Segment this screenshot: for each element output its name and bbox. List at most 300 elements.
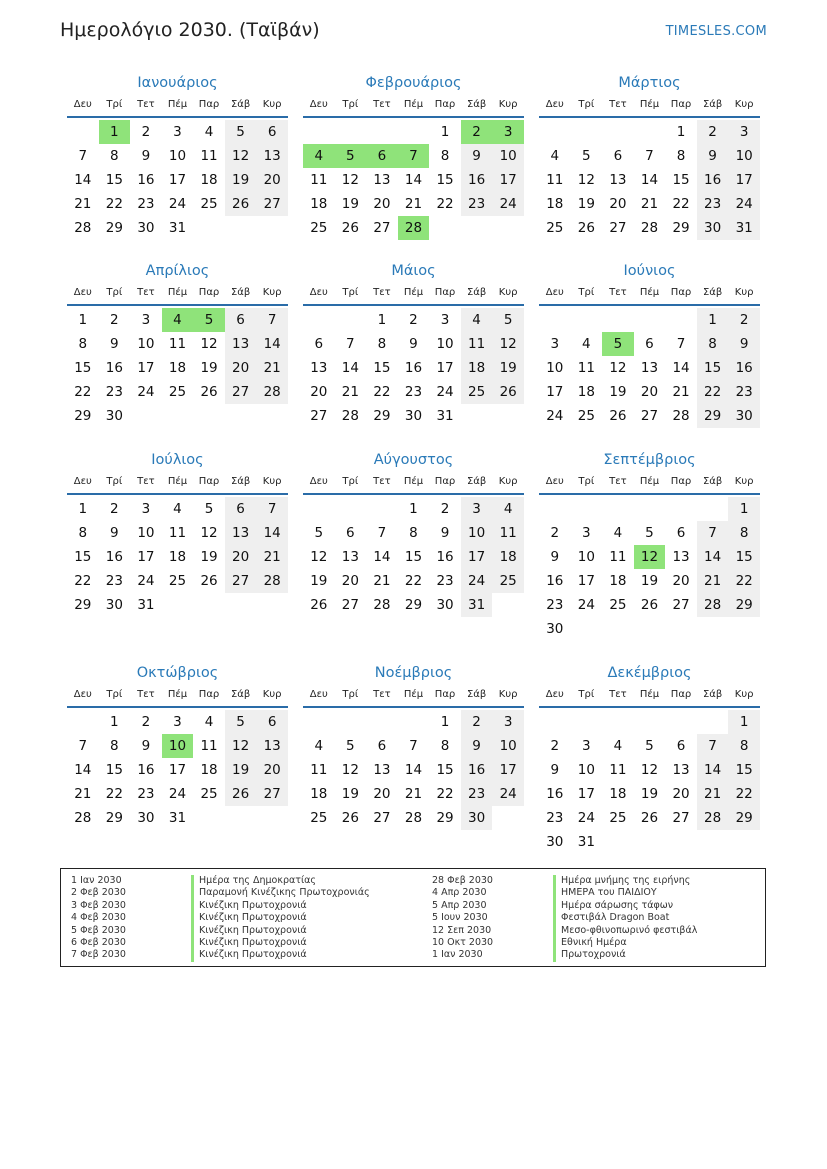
day-cell: 20 [373, 196, 391, 212]
holiday-legend [60, 868, 766, 967]
empty-day-cell [303, 308, 335, 332]
empty-day-cell [429, 216, 461, 240]
day-cell: 28 [672, 408, 690, 424]
day-cell: 8 [110, 738, 119, 754]
day-cell: 23 [546, 597, 564, 613]
legend-holiday-name: Φεστιβάλ Dragon Boat [553, 912, 697, 924]
day-cell: 20 [225, 545, 257, 569]
weekday-header [303, 282, 524, 306]
day-cell: 28 [256, 569, 288, 593]
day-cell: 29 [105, 810, 123, 826]
day-cell: 8 [377, 336, 387, 352]
week-row [67, 332, 288, 356]
day-cell: 30 [728, 404, 760, 428]
day-cell: 2 [141, 714, 151, 730]
day-cell: 12 [492, 332, 524, 356]
month-days [303, 120, 524, 240]
empty-day-cell [225, 216, 257, 240]
weekday-label: Κυρ [498, 689, 518, 700]
day-cell: 30 [404, 408, 423, 424]
day-cell: 19 [577, 196, 595, 212]
week-row [67, 404, 288, 428]
day-cell: 29 [728, 806, 760, 830]
weekday-label: Πέμ [639, 476, 660, 487]
day-cell: 22 [404, 573, 423, 589]
day-cell: 17 [728, 168, 760, 192]
day-cell: 1 [78, 312, 88, 328]
day-cell: 5 [645, 738, 654, 754]
day-cell: 27 [672, 597, 690, 613]
day-cell: 8 [110, 148, 119, 164]
day-cell: 9 [440, 525, 450, 541]
empty-day-cell [634, 120, 666, 144]
weekday-label: Δευ [545, 476, 564, 487]
day-cell: 17 [546, 384, 564, 400]
day-cell: 12 [200, 336, 218, 352]
weekday-label: Παρ [434, 287, 456, 298]
day-cell: 12 [225, 734, 257, 758]
day-cell: 14 [373, 549, 391, 565]
day-cell: 14 [672, 360, 690, 376]
week-row [539, 192, 760, 216]
day-cell: 4 [461, 308, 493, 332]
day-cell: 15 [74, 549, 92, 565]
day-cell: 9 [461, 144, 493, 168]
day-cell: 1 [728, 710, 760, 734]
day-cell: 16 [728, 356, 760, 380]
weekday-label: Σάβ [702, 689, 723, 700]
day-cell: 23 [461, 782, 493, 806]
day-cell: 11 [310, 172, 328, 188]
day-cell: 3 [173, 714, 182, 730]
empty-day-cell [193, 806, 225, 830]
day-cell: 30 [436, 597, 454, 613]
month-name: Αύγουστος [373, 452, 454, 468]
day-cell: 30 [137, 810, 155, 826]
empty-day-cell [67, 120, 99, 144]
weekday-label: Σάβ [702, 476, 723, 487]
day-cell: 2 [461, 710, 493, 734]
week-row [67, 144, 288, 168]
week-row [67, 593, 288, 617]
weekday-label: Τετ [609, 689, 627, 700]
day-cell: 31 [728, 216, 760, 240]
day-cell: 7 [398, 144, 430, 168]
empty-day-cell [602, 617, 634, 641]
day-cell: 8 [728, 521, 760, 545]
weekday-header [67, 471, 288, 495]
empty-day-cell [256, 216, 288, 240]
weekday-label: Κυρ [734, 99, 754, 110]
day-cell: 20 [672, 573, 690, 589]
day-cell: 2 [697, 120, 729, 144]
day-cell: 5 [335, 144, 367, 168]
day-cell: 11 [168, 336, 187, 352]
day-cell: 12 [640, 762, 659, 778]
weekday-label: Παρ [434, 99, 456, 110]
day-cell: 31 [168, 220, 187, 236]
day-cell: 12 [225, 144, 257, 168]
weekday-label: Τετ [137, 689, 155, 700]
day-cell: 25 [546, 220, 564, 236]
empty-day-cell [335, 710, 367, 734]
week-row [303, 545, 524, 569]
day-cell: 6 [645, 336, 654, 352]
day-cell: 14 [74, 172, 92, 188]
day-cell: 22 [74, 573, 92, 589]
day-cell: 23 [436, 573, 454, 589]
day-cell: 11 [310, 762, 328, 778]
day-cell: 10 [577, 549, 595, 565]
day-cell: 28 [640, 220, 659, 236]
month-calendar [67, 260, 288, 428]
day-cell: 25 [200, 196, 218, 212]
empty-day-cell [697, 617, 729, 641]
day-cell: 28 [256, 380, 288, 404]
day-cell: 12 [577, 172, 595, 188]
day-cell: 1 [99, 120, 131, 144]
day-cell: 6 [676, 525, 686, 541]
legend-holiday-name: Εθνική Ημέρα [553, 937, 697, 949]
day-cell: 1 [676, 124, 686, 140]
day-cell: 17 [436, 360, 454, 376]
month-name: Φεβρουάριος [365, 75, 462, 91]
week-row [67, 356, 288, 380]
month-days [67, 710, 288, 830]
weekday-label: Δευ [309, 476, 328, 487]
week-row [539, 569, 760, 593]
empty-day-cell [665, 830, 697, 854]
day-cell: 27 [373, 810, 391, 826]
month-days [67, 497, 288, 617]
day-cell: 27 [310, 408, 328, 424]
month-name: Νοέμβριος [374, 665, 453, 681]
day-cell: 15 [728, 545, 760, 569]
day-cell: 12 [341, 172, 359, 188]
day-cell: 23 [404, 384, 423, 400]
day-cell: 30 [461, 806, 493, 830]
day-cell: 16 [105, 360, 123, 376]
week-row [539, 545, 760, 569]
weekday-label: Τρί [342, 689, 359, 700]
day-cell: 23 [137, 786, 155, 802]
weekday-label: Κυρ [498, 476, 518, 487]
day-cell: 13 [373, 172, 391, 188]
month-name: Μάρτιος [618, 75, 681, 91]
weekday-label: Πέμ [167, 99, 188, 110]
day-cell: 29 [672, 220, 690, 236]
day-cell: 2 [728, 308, 760, 332]
day-cell: 1 [728, 497, 760, 521]
day-cell: 7 [346, 336, 355, 352]
day-cell: 4 [314, 738, 324, 754]
day-cell: 5 [225, 710, 257, 734]
weekday-label: Σάβ [702, 287, 723, 298]
weekday-label: Τετ [609, 287, 627, 298]
day-cell: 29 [373, 408, 391, 424]
day-cell: 31 [436, 408, 454, 424]
day-cell: 21 [74, 196, 92, 212]
week-row [303, 144, 524, 168]
day-cell: 21 [404, 786, 423, 802]
weekday-label: Δευ [73, 99, 92, 110]
legend-holiday-name: ΗΜΕΡΑ του ΠΑΙΔΙΟΥ [553, 887, 697, 899]
day-cell: 8 [440, 148, 450, 164]
week-row [303, 758, 524, 782]
day-cell: 8 [697, 332, 729, 356]
day-cell: 21 [697, 569, 729, 593]
day-cell: 24 [492, 192, 524, 216]
empty-day-cell [602, 710, 634, 734]
month-days [539, 120, 760, 240]
legend-date: 4 Φεβ 2030 [71, 912, 126, 924]
month-calendar [539, 662, 760, 854]
empty-day-cell [303, 120, 335, 144]
legend-date: 28 Φεβ 2030 [432, 875, 493, 886]
week-row [539, 617, 760, 641]
day-cell: 15 [697, 356, 729, 380]
day-cell: 3 [173, 124, 182, 140]
legend-holiday-name: Ημέρα σάρωσης τάφων [553, 900, 697, 912]
day-cell: 13 [609, 172, 627, 188]
day-cell: 19 [341, 786, 359, 802]
day-cell: 6 [225, 308, 257, 332]
month-days [539, 497, 760, 641]
day-cell: 21 [640, 196, 659, 212]
day-cell: 21 [404, 196, 423, 212]
weekday-label: Τρί [106, 287, 123, 298]
week-row [67, 120, 288, 144]
day-cell: 25 [577, 408, 595, 424]
day-cell: 12 [634, 545, 666, 569]
week-row [303, 308, 524, 332]
week-row [539, 168, 760, 192]
day-cell: 17 [137, 549, 155, 565]
day-cell: 29 [105, 220, 123, 236]
empty-day-cell [335, 497, 367, 521]
week-row [67, 569, 288, 593]
weekday-label: Τετ [137, 476, 155, 487]
day-cell: 11 [609, 549, 627, 565]
week-row [539, 216, 760, 240]
day-cell: 6 [366, 144, 398, 168]
weekday-label: Δευ [545, 99, 564, 110]
day-cell: 9 [141, 738, 151, 754]
empty-day-cell [193, 404, 225, 428]
day-cell: 2 [409, 312, 418, 328]
empty-day-cell [335, 308, 367, 332]
day-cell: 2 [461, 120, 493, 144]
weekday-label: Κυρ [498, 99, 518, 110]
day-cell: 19 [225, 758, 257, 782]
weekday-label: Πέμ [403, 476, 424, 487]
weekday-label: Δευ [309, 99, 328, 110]
day-cell: 18 [492, 545, 524, 569]
day-cell: 10 [137, 525, 155, 541]
day-cell: 17 [492, 168, 524, 192]
day-cell: 4 [582, 336, 591, 352]
day-cell: 26 [341, 220, 359, 236]
weekday-label: Δευ [73, 287, 92, 298]
weekday-header [539, 684, 760, 708]
weekday-label: Κυρ [734, 476, 754, 487]
weekday-label: Παρ [670, 689, 692, 700]
week-row [303, 593, 524, 617]
day-cell: 25 [310, 220, 328, 236]
empty-day-cell [634, 308, 666, 332]
month-calendar [67, 662, 288, 830]
legend-date: 3 Φεβ 2030 [71, 899, 126, 911]
legend-dates-right [432, 875, 493, 962]
day-cell: 7 [697, 521, 729, 545]
week-row [539, 308, 760, 332]
day-cell: 14 [256, 521, 288, 545]
day-cell: 19 [200, 360, 218, 376]
month-calendar [539, 72, 760, 240]
calendar-grid [67, 72, 760, 872]
weekday-label: Σάβ [466, 689, 487, 700]
empty-day-cell [193, 593, 225, 617]
month-name: Οκτώβριος [136, 665, 219, 681]
day-cell: 15 [672, 172, 690, 188]
day-cell: 4 [204, 124, 214, 140]
month-calendar [539, 260, 760, 428]
empty-day-cell [571, 308, 603, 332]
day-cell: 24 [168, 786, 187, 802]
weekday-label: Πέμ [403, 287, 424, 298]
day-cell: 10 [492, 144, 524, 168]
day-cell: 31 [168, 810, 187, 826]
day-cell: 13 [672, 762, 690, 778]
weekday-label: Τρί [578, 99, 595, 110]
week-row [303, 497, 524, 521]
week-row [303, 332, 524, 356]
legend-date: 4 Απρ 2030 [432, 887, 487, 899]
week-row [539, 521, 760, 545]
weekday-header [67, 684, 288, 708]
week-row [303, 734, 524, 758]
day-cell: 30 [105, 408, 123, 424]
day-cell: 2 [141, 124, 151, 140]
empty-day-cell [602, 120, 634, 144]
day-cell: 15 [436, 172, 454, 188]
week-row [67, 806, 288, 830]
brand-link[interactable]: TIMESLES.COM [665, 24, 767, 39]
day-cell: 16 [697, 168, 729, 192]
day-cell: 23 [728, 380, 760, 404]
day-cell: 22 [672, 196, 690, 212]
day-cell: 3 [440, 312, 450, 328]
day-cell: 27 [256, 782, 288, 806]
day-cell: 8 [78, 525, 88, 541]
month-calendar [303, 72, 524, 240]
day-cell: 11 [200, 148, 218, 164]
day-cell: 20 [310, 384, 328, 400]
weekday-header [539, 282, 760, 306]
empty-day-cell [697, 830, 729, 854]
day-cell: 18 [609, 786, 627, 802]
day-cell: 3 [582, 525, 591, 541]
day-cell: 15 [105, 172, 123, 188]
day-cell: 21 [256, 356, 288, 380]
day-cell: 28 [74, 220, 92, 236]
day-cell: 15 [728, 758, 760, 782]
day-cell: 15 [105, 762, 123, 778]
weekday-label: Δευ [73, 476, 92, 487]
day-cell: 23 [105, 384, 123, 400]
empty-day-cell [162, 593, 194, 617]
empty-day-cell [539, 497, 571, 521]
week-row [67, 545, 288, 569]
empty-day-cell [256, 404, 288, 428]
day-cell: 20 [640, 384, 659, 400]
weekday-label: Παρ [670, 287, 692, 298]
weekday-label: Παρ [198, 99, 220, 110]
legend-holiday-name: Κινέζικη Πρωτοχρονιά [191, 912, 370, 924]
month-days [67, 120, 288, 240]
day-cell: 31 [137, 597, 155, 613]
day-cell: 9 [697, 144, 729, 168]
empty-day-cell [492, 593, 524, 617]
empty-day-cell [398, 120, 430, 144]
weekday-header [303, 94, 524, 118]
day-cell: 30 [137, 220, 155, 236]
weekday-label: Πέμ [403, 689, 424, 700]
day-cell: 5 [225, 120, 257, 144]
week-row [67, 192, 288, 216]
empty-day-cell [539, 308, 571, 332]
week-row [539, 710, 760, 734]
week-row [303, 120, 524, 144]
month-days [303, 710, 524, 830]
legend-holiday-name: Παραμονή Κινέζικης Πρωτοχρονιάς [191, 887, 370, 899]
weekday-label: Δευ [309, 287, 328, 298]
week-row [303, 356, 524, 380]
week-row [539, 144, 760, 168]
day-cell: 18 [546, 196, 564, 212]
day-cell: 3 [550, 336, 560, 352]
day-cell: 11 [168, 525, 187, 541]
day-cell: 1 [377, 312, 387, 328]
weekday-label: Τετ [373, 689, 391, 700]
day-cell: 29 [728, 593, 760, 617]
weekday-label: Σάβ [466, 99, 487, 110]
day-cell: 9 [110, 525, 119, 541]
legend-holiday-name: Κινέζικη Πρωτοχρονιά [191, 937, 370, 949]
day-cell: 24 [728, 192, 760, 216]
day-cell: 16 [461, 168, 493, 192]
empty-day-cell [602, 497, 634, 521]
day-cell: 11 [609, 762, 627, 778]
week-row [539, 758, 760, 782]
day-cell: 22 [105, 196, 123, 212]
day-cell: 5 [204, 501, 214, 517]
empty-day-cell [571, 710, 603, 734]
empty-day-cell [256, 806, 288, 830]
weekday-label: Πέμ [639, 689, 660, 700]
day-cell: 24 [461, 569, 493, 593]
day-cell: 1 [110, 714, 119, 730]
day-cell: 11 [461, 332, 493, 356]
empty-day-cell [539, 710, 571, 734]
weekday-label: Πέμ [639, 99, 660, 110]
month-name: Απρίλιος [145, 263, 210, 279]
day-cell: 7 [256, 308, 288, 332]
day-cell: 19 [310, 573, 328, 589]
day-cell: 17 [168, 762, 187, 778]
day-cell: 24 [137, 384, 155, 400]
weekday-label: Σάβ [230, 689, 251, 700]
